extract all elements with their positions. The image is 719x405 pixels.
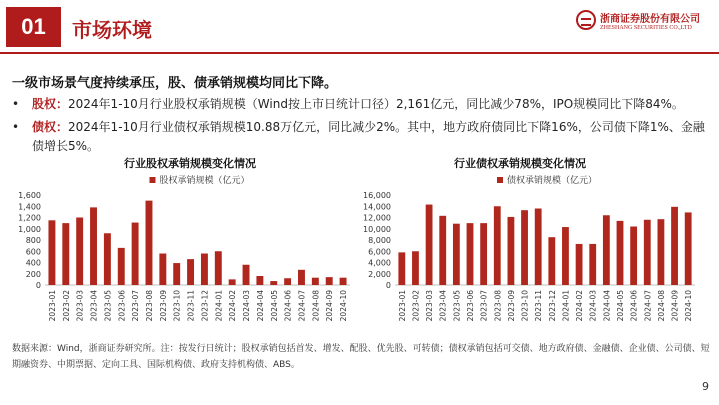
bar-2023-03 bbox=[76, 218, 83, 286]
bullet-text: 2024年1-10月行业债权承销规模10.88万亿元，同比减少2%。其中，地方政府债同比下降16%，公司债下降1%、金融债增长5%。 bbox=[32, 120, 705, 153]
bar-2023-11 bbox=[187, 259, 194, 285]
bar-2023-06 bbox=[118, 248, 125, 285]
legend-swatch bbox=[150, 177, 156, 183]
x-tick-label: 2024-04 bbox=[255, 290, 265, 322]
bar-2024-05 bbox=[270, 281, 277, 285]
bar-2024-10 bbox=[340, 278, 347, 285]
bullet-dot: • bbox=[12, 120, 20, 134]
x-tick-label: 2023-09 bbox=[506, 290, 516, 322]
bullet-dot: • bbox=[12, 97, 20, 111]
bar-2023-09 bbox=[159, 254, 166, 286]
bar-2024-04 bbox=[256, 276, 263, 285]
x-tick-label: 2023-12 bbox=[547, 290, 557, 322]
x-tick-label: 2023-03 bbox=[75, 290, 85, 322]
x-tick-label: 2024-02 bbox=[228, 290, 238, 322]
footnote: 数据来源：Wind，浙商证券研究所。注：按发行日统计；股权承销包括首发、增发、配股、优先股、可转债；债权承销包括可交债、地方政府债、金融债、企业债、公司债、短期融资券、中期票据、定向工具、国际机构债、政府支持机构债、ABS。 bbox=[12, 344, 710, 370]
bar-2023-02 bbox=[412, 251, 419, 285]
x-tick-label: 2023-03 bbox=[425, 290, 435, 322]
chart-title-equity: 行业股权承销规模变化情况 bbox=[124, 157, 256, 170]
page-title: 市场环境 bbox=[72, 18, 152, 42]
equity-underwriting-chart bbox=[0, 170, 360, 340]
bar-2023-05 bbox=[104, 233, 111, 285]
x-tick-label: 2023-05 bbox=[103, 290, 113, 322]
bar-2023-04 bbox=[439, 216, 446, 285]
bar-2023-07 bbox=[480, 223, 487, 285]
bar-2024-09 bbox=[326, 277, 333, 285]
x-tick-label: 2024-10 bbox=[684, 290, 694, 322]
bar-2024-03 bbox=[243, 265, 250, 285]
bar-2023-06 bbox=[467, 223, 474, 285]
x-tick-label: 2023-07 bbox=[479, 290, 489, 322]
header-divider bbox=[0, 52, 719, 54]
x-tick-label: 2024-05 bbox=[616, 290, 625, 322]
section-number-badge bbox=[6, 7, 61, 47]
bar-2024-03 bbox=[589, 244, 596, 285]
legend-label: 股权承销规模（亿元） bbox=[159, 176, 250, 186]
y-tick-label: 1,400 bbox=[18, 202, 41, 212]
x-tick-label: 2023-12 bbox=[200, 290, 210, 322]
x-tick-label: 2024-10 bbox=[339, 290, 349, 322]
y-tick-label: 400 bbox=[25, 258, 41, 268]
bar-2024-08 bbox=[312, 278, 319, 285]
bar-2024-07 bbox=[298, 270, 305, 285]
bar-2023-01 bbox=[398, 252, 405, 285]
x-tick-label: 2023-09 bbox=[158, 290, 168, 322]
bar-2023-08 bbox=[494, 206, 501, 285]
bar-2023-02 bbox=[62, 223, 69, 285]
bar-2023-10 bbox=[173, 263, 180, 285]
y-tick-label: 12,000 bbox=[363, 213, 391, 223]
bar-2024-06 bbox=[630, 227, 637, 286]
x-tick-label: 2024-08 bbox=[656, 290, 666, 322]
x-tick-label: 2023-04 bbox=[89, 290, 99, 322]
logo-emblem-icon bbox=[576, 10, 596, 30]
x-tick-label: 2024-08 bbox=[311, 290, 321, 322]
x-tick-label: 2023-02 bbox=[411, 290, 421, 322]
x-tick-label: 2023-01 bbox=[47, 290, 57, 322]
x-tick-label: 2023-02 bbox=[61, 290, 71, 322]
legend-label: 债权承销规模（亿元） bbox=[507, 176, 598, 186]
y-tick-label: 200 bbox=[25, 269, 41, 279]
logo-english-name: ZHESHANG SECURITIES CO.,LTD bbox=[600, 25, 692, 31]
y-tick-label: 0 bbox=[35, 281, 41, 290]
y-tick-label: 6,000 bbox=[368, 247, 391, 257]
x-tick-label: 2024-06 bbox=[283, 290, 293, 322]
bullet-label: 股权： bbox=[32, 97, 69, 111]
x-tick-label: 2024-05 bbox=[269, 290, 279, 322]
x-tick-label: 2024-01 bbox=[561, 290, 571, 322]
legend-swatch bbox=[497, 177, 503, 183]
bar-2024-05 bbox=[617, 221, 624, 285]
y-tick-label: 10,000 bbox=[363, 224, 391, 234]
chart-legend bbox=[150, 174, 250, 186]
x-tick-label: 2023-06 bbox=[466, 290, 475, 322]
x-tick-label: 2024-03 bbox=[588, 290, 598, 322]
chart-title-debt: 行业债权承销规模变化情况 bbox=[454, 157, 586, 170]
bar-2023-01 bbox=[48, 220, 55, 285]
bar-2024-01 bbox=[215, 251, 222, 285]
bar-2023-11 bbox=[535, 209, 542, 286]
y-tick-label: 2,000 bbox=[368, 269, 391, 279]
x-tick-label: 2023-11 bbox=[534, 290, 544, 322]
y-tick-label: 1,000 bbox=[18, 224, 41, 234]
x-tick-label: 2023-01 bbox=[397, 290, 407, 322]
x-tick-label: 2023-07 bbox=[131, 290, 141, 322]
x-tick-label: 2024-01 bbox=[214, 290, 224, 322]
bar-2023-03 bbox=[426, 205, 433, 285]
headline: 一级市场景气度持续承压，股、债承销规模均同比下降。 bbox=[12, 76, 338, 91]
x-tick-label: 2023-11 bbox=[186, 290, 196, 322]
bar-2023-05 bbox=[453, 224, 460, 285]
bar-2024-09 bbox=[671, 207, 678, 285]
x-tick-label: 2024-03 bbox=[242, 290, 252, 322]
y-tick-label: 4,000 bbox=[368, 258, 391, 268]
chart-legend bbox=[497, 174, 597, 186]
y-tick-label: 1,200 bbox=[18, 213, 41, 223]
x-tick-label: 2024-09 bbox=[670, 290, 680, 322]
y-tick-label: 8,000 bbox=[368, 236, 391, 245]
bar-2024-06 bbox=[284, 278, 291, 285]
bar-2024-02 bbox=[576, 244, 583, 285]
bullet-text: 2024年1-10月行业股权承销规模（Wind按上市日统计口径）2,161亿元，同比减少78%，IPO规模同比下降84%。 bbox=[68, 97, 684, 111]
company-logo bbox=[576, 8, 716, 44]
x-tick-label: 2023-05 bbox=[452, 290, 462, 322]
x-tick-label: 2023-10 bbox=[520, 290, 530, 322]
section-number: 01 bbox=[21, 14, 46, 39]
bar-2023-07 bbox=[132, 223, 139, 285]
bar-2023-09 bbox=[508, 217, 515, 285]
bar-2024-07 bbox=[644, 220, 651, 285]
x-tick-label: 2024-02 bbox=[575, 290, 585, 322]
y-tick-label: 800 bbox=[25, 236, 41, 245]
y-tick-label: 0 bbox=[385, 281, 391, 290]
bar-2024-04 bbox=[603, 215, 610, 285]
logo-chinese-name: 浙商证券股份有限公司 bbox=[600, 14, 700, 25]
bar-2023-10 bbox=[521, 210, 528, 285]
bar-2023-04 bbox=[90, 207, 97, 285]
debt-underwriting-chart bbox=[355, 170, 719, 340]
y-tick-label: 16,000 bbox=[363, 191, 391, 200]
bar-2024-02 bbox=[229, 279, 236, 285]
y-tick-label: 600 bbox=[25, 247, 41, 257]
bullet-label: 债权： bbox=[32, 120, 69, 134]
page-number: 9 bbox=[702, 380, 709, 393]
x-tick-label: 2024-06 bbox=[629, 290, 639, 322]
x-tick-label: 2023-08 bbox=[493, 290, 503, 322]
x-tick-label: 2024-09 bbox=[325, 290, 335, 322]
bar-2023-08 bbox=[146, 201, 153, 285]
x-tick-label: 2024-04 bbox=[602, 290, 612, 322]
x-tick-label: 2023-04 bbox=[438, 290, 448, 322]
x-tick-label: 2024-07 bbox=[643, 290, 653, 322]
x-tick-label: 2023-10 bbox=[172, 290, 182, 322]
y-tick-label: 14,000 bbox=[363, 202, 391, 212]
x-tick-label: 2023-08 bbox=[144, 290, 154, 322]
bar-2024-08 bbox=[658, 219, 665, 285]
x-tick-label: 2024-07 bbox=[297, 290, 307, 322]
bar-2024-10 bbox=[685, 212, 692, 285]
x-tick-label: 2023-06 bbox=[117, 290, 127, 322]
bar-2023-12 bbox=[548, 237, 555, 285]
bar-2023-12 bbox=[201, 254, 208, 286]
y-tick-label: 1,600 bbox=[18, 191, 41, 200]
bar-2024-01 bbox=[562, 227, 569, 285]
